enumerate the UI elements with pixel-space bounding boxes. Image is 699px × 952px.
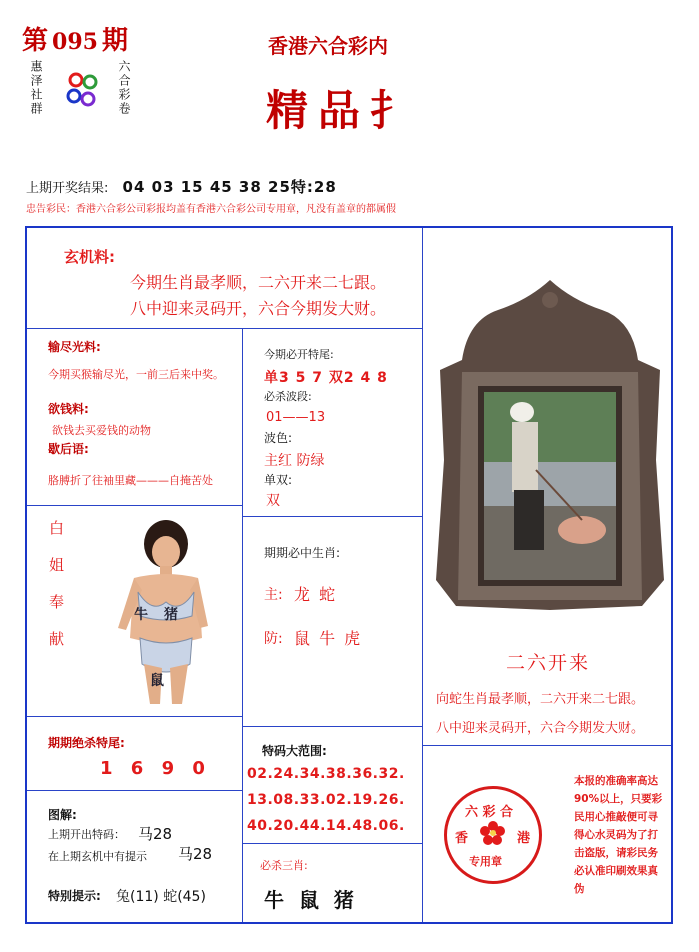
fanwei-row2: 13.08.33.02.19.26.: [247, 792, 405, 808]
bose-label: 波色:: [264, 431, 293, 445]
shuguang-label: 输尽光料:: [48, 340, 101, 354]
boduan-text: 01——13: [266, 410, 326, 425]
tujie-line1-value: 马28: [138, 825, 173, 843]
divider: [27, 328, 422, 329]
juesha-numbers: 1 6 9 0: [100, 758, 211, 779]
last-result-label: 上期开奖结果:: [26, 181, 109, 196]
tewei-text: 单3 5 7 双2 4 8: [264, 370, 388, 386]
boduan-label: 必杀波段:: [264, 390, 312, 403]
overlay-zodiac-1: 牛: [134, 607, 148, 623]
yuqian-text: 欲钱去买爱钱的动物: [52, 424, 151, 437]
lottery-logo-icon: [64, 72, 100, 108]
shengxiao-fang-label: 防:: [264, 631, 283, 647]
divider: [242, 726, 422, 727]
sanwang-label: 必杀三肖:: [260, 859, 308, 872]
official-seal: [444, 786, 542, 884]
seal-top: 六 彩 合: [465, 805, 514, 820]
fanwei-row3: 40.20.44.14.48.06.: [247, 818, 405, 834]
bose-text: 主红 防绿: [264, 453, 325, 469]
yuqian-label: 欲钱料:: [48, 402, 89, 416]
shengxiao-label: 期期必中生肖:: [264, 546, 341, 560]
shuguang-text: 今期买猴输尽光，一前三后来中奖。: [48, 368, 224, 381]
tujie-label: 图解:: [48, 808, 77, 822]
top-title: 香港六合彩内: [268, 34, 388, 58]
juesha-label: 期期绝杀特尾:: [48, 736, 125, 750]
divider: [242, 516, 422, 517]
seal-bottom: 专用章: [469, 855, 502, 868]
beauty-vertical-label: 白姐奉献: [47, 520, 65, 668]
issue-prefix: 第: [22, 26, 49, 56]
vertical-left-label: 惠泽社群: [29, 60, 43, 116]
issue-suffix: 期: [101, 26, 128, 56]
divider: [27, 790, 242, 791]
last-result-numbers: 04 03 15 45 38 25特:28: [122, 178, 337, 196]
xiehouyu-label: 歇后语:: [48, 442, 89, 456]
tujie-line2-value: 马28: [178, 845, 213, 863]
xiehouyu-text: 胳膊折了往袖里藏———自掩苦处: [48, 474, 213, 487]
flower-icon: [479, 819, 507, 847]
shengxiao-zhu-text: 龙 蛇: [294, 585, 338, 604]
divider: [242, 328, 243, 922]
divider: [422, 745, 671, 746]
seal-left: 香: [455, 831, 469, 846]
divider: [242, 843, 422, 844]
xuanji-label: 玄机料:: [64, 248, 115, 266]
last-result: [26, 176, 337, 197]
overlay-zodiac-2: 猪: [164, 607, 178, 623]
fanwei-row1: 02.24.34.38.36.32.: [247, 766, 405, 782]
shengxiao-fang-text: 鼠 牛 虎: [294, 629, 363, 648]
notice-text: 忠告彩民：香港六合彩公司彩报均盖有香港六合彩公司专用章，凡没有盖章的都属假: [26, 204, 396, 215]
right-line2: 八中迎来灵码开，六合今期发大财。: [436, 721, 645, 736]
shengxiao-zhu-label: 主:: [264, 587, 283, 603]
ornate-frame-picture: [432, 280, 668, 616]
overlay-zodiac-3: 鼠: [150, 673, 164, 689]
tujie-line2-label: 在上期玄机中有提示: [48, 850, 147, 863]
right-caption: 二六开来: [506, 652, 591, 674]
tishi-value: 兔(11) 蛇(45): [116, 889, 206, 905]
issue-label: [22, 20, 128, 57]
divider: [27, 505, 242, 506]
seal-right: 港: [517, 831, 531, 846]
issue-number: 095: [52, 29, 98, 55]
sanwang-value: 牛 鼠 猪: [264, 888, 358, 912]
danshuang-label: 单双:: [264, 473, 293, 487]
danshuang-text: 双: [266, 493, 280, 509]
tujie-line1-label: 上期开出特码：: [48, 828, 125, 841]
main-title: 精品扌: [266, 86, 423, 135]
right-line1: 向蛇生肖最孝顺，二六开来二七跟。: [436, 692, 645, 707]
fanwei-label: 特码大范围:: [262, 744, 327, 758]
vertical-right-label: 六合彩卷: [117, 60, 131, 116]
xuanji-line2: 八中迎来灵码开，六合今期发大财。: [130, 299, 387, 318]
xuanji-line1: 今期生肖最孝顺，二六开来二七跟。: [130, 273, 387, 292]
divider: [27, 716, 242, 717]
accuracy-statement: 本报的准确率高达90%以上，只要彩民用心推敲便可寻得心水灵码为了打击盗版，请彩民务必认准印刷效果真伪: [574, 775, 663, 895]
divider: [422, 228, 423, 922]
tewei-label: 今期必开特尾:: [264, 348, 334, 361]
tishi-label: 特别提示:: [48, 889, 101, 903]
